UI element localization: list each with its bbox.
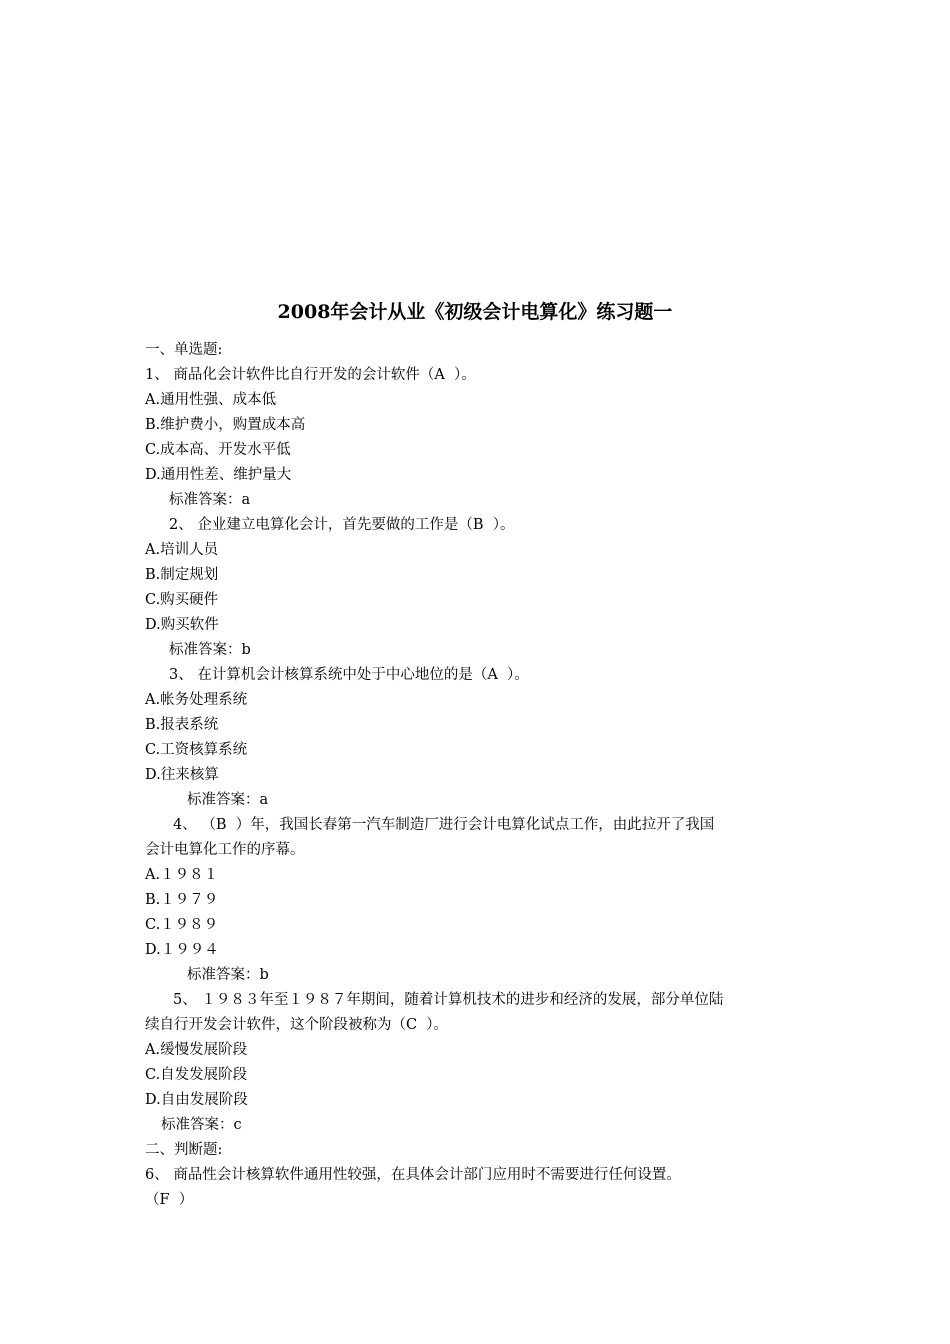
q1-option-c: C.成本高、开发水平低 [145,442,291,458]
q1-option-d: D.通用性差、维护量大 [145,467,292,483]
document-body [145,338,815,1213]
q4-option-d: D.１９９４ [145,942,219,958]
q4-option-b: B.１９７９ [145,892,219,908]
question-1: 1、 商品化会计软件比自行开发的会计软件（A ）。 [145,367,476,383]
q2-answer: 标准答案：b [169,642,251,658]
q3-option-c: C.工资核算系统 [145,742,248,758]
question-2: 2、 企业建立电算化会计，首先要做的工作是（B ）。 [169,517,515,533]
question-6-line-1: 6、 商品性会计核算软件通用性较强，在具体会计部门应用时不需要进行任何设置。 [145,1167,681,1183]
q2-option-a: A.培训人员 [145,542,219,558]
q4-option-a: A.１９８１ [145,867,219,883]
section-heading-single-choice: 一、单选题: [145,342,223,358]
q2-option-b: B.制定规划 [145,567,219,583]
q3-option-d: D.往来核算 [145,767,219,783]
q4-option-c: C.１９８９ [145,917,219,933]
q5-option-d: D.自由发展阶段 [145,1092,248,1108]
q5-option-c: C.自发发展阶段 [145,1067,248,1083]
question-5-line-1: 5、 １９８３年至１９８７年期间，随着计算机技术的进步和经济的发展，部分单位陆 [173,992,724,1008]
q1-option-a: A.通用性强、成本低 [145,392,277,408]
q4-answer: 标准答案：b [187,967,269,983]
section-heading-true-false: 二、判断题: [145,1142,223,1158]
question-4-line-1: 4、 （B ）年，我国长春第一汽车制造厂进行会计电算化试点工作，由此拉开了我国 [173,817,715,833]
q3-answer: 标准答案：a [187,792,269,808]
q1-option-b: B.维护费小，购置成本高 [145,417,306,433]
question-3: 3、 在计算机会计核算系统中处于中心地位的是（A ）。 [169,667,529,683]
q3-option-a: A.帐务处理系统 [145,692,248,708]
q2-option-d: D.购买软件 [145,617,219,633]
q1-answer: 标准答案：a [169,492,251,508]
q5-answer: 标准答案：c [161,1117,242,1133]
question-6-line-2: （F ） [145,1192,194,1208]
question-4-line-2: 会计电算化工作的序幕。 [145,842,305,858]
q2-option-c: C.购买硬件 [145,592,219,608]
question-5-line-2: 续自行开发会计软件，这个阶段被称为（C ）。 [145,1017,449,1033]
q5-option-a: A.缓慢发展阶段 [145,1042,248,1058]
document-title: 2008年会计从业《初级会计电算化》练习题一 [277,301,673,323]
q3-option-b: B.报表系统 [145,717,219,733]
